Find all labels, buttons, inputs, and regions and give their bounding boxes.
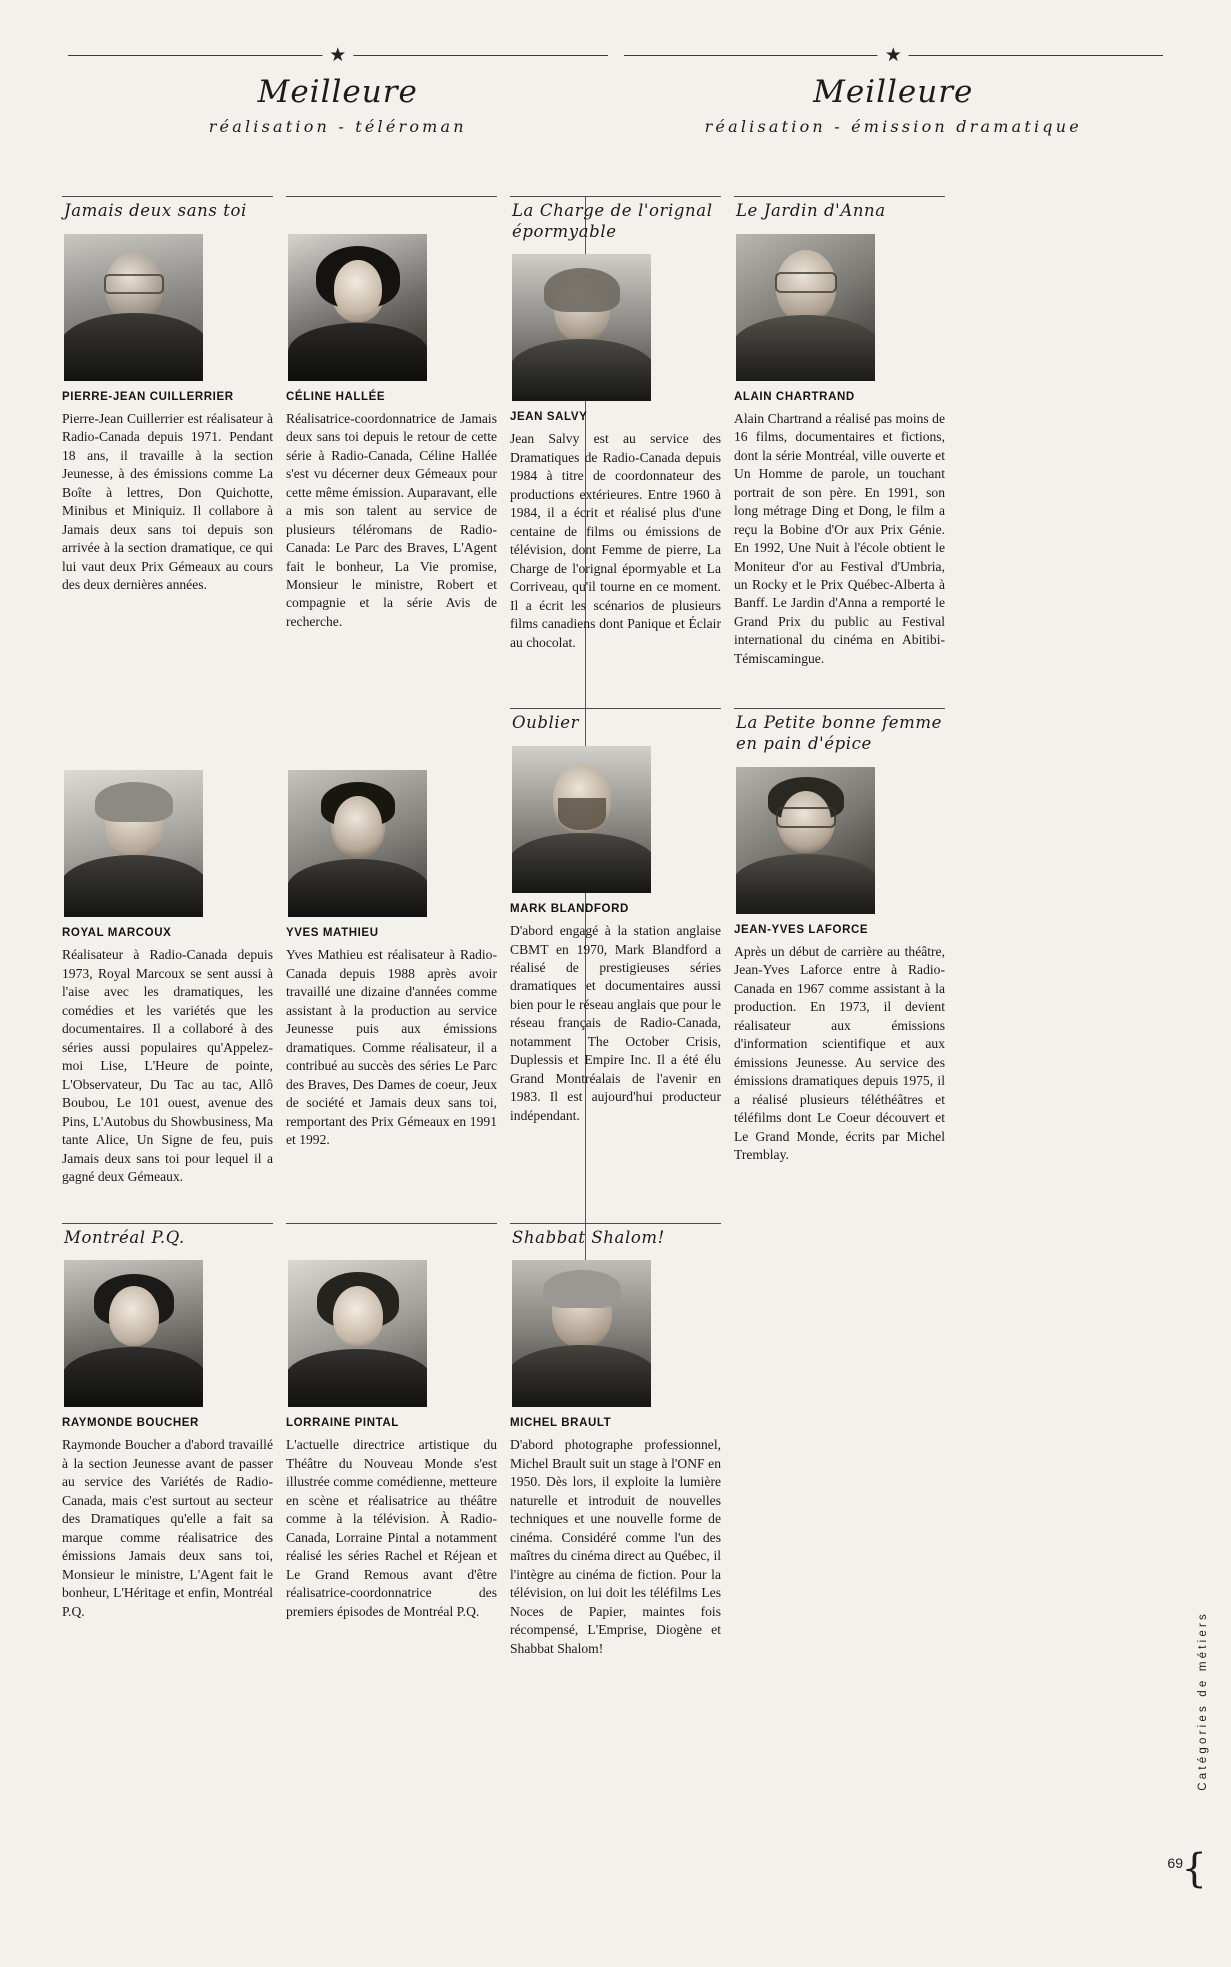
header-subtitle-left: réalisation - téléroman [208,117,467,136]
photo-shoulders [288,323,427,381]
section-la-petite [734,708,945,754]
person-bio: D'abord photographe professionnel, Michel Brault suit un stage à l'ONF en 1950. Dès lors, il exploite la lumière naturelle et introduit de nouvelles techniques et une nouvelle forme de cinéma. Considéré comme l'un des maîtres du cinéma direct au Québec, il l'intègre au cinéma de fiction. Pour la télévision, on lui doit les téléfilms Les Noces de Papier, maintes fois récompensé, L'Emprise, Diogène et Shabbat Shalom! [510,1437,721,1656]
section-title: Shabbat Shalom! [512,1227,665,1247]
section-title: Le Jardin d'Anna [736,201,886,220]
section-title: Oublier [512,713,580,733]
section-title-empty [286,1228,497,1249]
section-jamais-deux-sans-toi [62,196,273,222]
photo-shoulders [736,315,875,381]
section-montreal-pq [62,1223,273,1249]
header-rule-left [60,45,616,66]
photo-shoulders [288,1349,427,1407]
portrait-photo-blandford [512,746,651,893]
photo-shoulders [64,1347,203,1407]
person-name: YVES MATHIEU [286,927,379,940]
column-2b [286,708,497,1186]
photo-shoulders [64,313,203,381]
portrait-photo-boucher [64,1260,203,1407]
glasses-icon [776,807,836,828]
person-bio: Réalisateur à Radio-Canada depuis 1973, Royal Marcoux se sent aussi à l'aise avec les dramatiques, les comédies et les variétés que les documentaires. Il a collaboré à des séries aussi populaires qu'Appelez-moi Lise, L'Heure de pointe, L'Observateur, Du Tac au tac, Allô Boubou, Le 101 ouest, avenue des Pins, L'Autobus du Showbusiness, Ma tante Alice, Un Signe de feu, puis Jamais deux sans toi pour lequel il a gagné deux Gémeaux. [62,947,273,1185]
section-title: Montréal P.Q. [64,1227,185,1247]
portrait-photo-pintal [288,1260,427,1407]
person-name: PIERRE-JEAN CUILLERRIER [62,390,234,403]
star-icon: ★ [322,46,353,65]
portrait-photo-hallee [288,234,427,381]
section-oublier [510,708,721,734]
person-bio: Yves Mathieu est réalisateur à Radio-Canada depuis 1988 après avoir travaillé une dizaine d'années comme assistant à la production au service Jeunesse puis aux émissions dramatiques. Comme réalisateur, il a contribué au succès des séries Le Parc des Braves, Des Dames de coeur, Jeux de société et Jamais deux sans toi, remportant des Prix Gémeaux en 1991 et 1992. [286,947,497,1148]
person-name: ROYAL MARCOUX [62,927,172,940]
row-1 [62,196,1117,668]
person-bio: Pierre-Jean Cuillerrier est réalisateur à Radio-Canada depuis 1971. Pendant 18 ans, il travaille à la section Jeunesse, à des émissions comme La Boîte à lettres, Don Quichotte, Minibus et Miniquiz. Il collabore à Jamais deux sans toi depuis son arrivée à la section dramatique, ce qui lui vaut deux Prix Gémeaux au cours des deux dernières années. [62,410,273,592]
header-left [60,45,616,136]
section-rule [510,196,721,197]
section-spacer-row3 [286,1223,497,1249]
person-bio: Raymonde Boucher a d'abord travaillé à la section Jeunesse avant de passer au service des Variétés de Radio-Canada, mais c'est surtout au secteur des Dramatiques qu'elle a fait sa marque comme réalisatrice des émissions Jamais deux sans toi, Monsieur le ministre, L'Agent fait le bonheur, L'Héritage et enfin, Montréal P.Q. [62,1437,273,1619]
column-3 [510,196,721,668]
section-la-charge [510,196,721,242]
photo-shoulders [64,855,203,917]
photo-shoulders [736,854,875,914]
section-rule [734,708,945,709]
person-name: RAYMONDE BOUCHER [62,1417,199,1430]
section-title: Jamais deux sans toi [64,201,247,220]
person-bio: Réalisatrice-coordonnatrice de Jamais deux sans toi depuis le retour de cette série à Radio-Canada, Céline Hallée s'est vu décerner deux Gémeaux pour cette même émission. Auparavant, elle a mis son talent au service de plusieurs téléromans de Radio-Canada: Le Parc des Braves, L'Agent fait le bonheur, La Vie promise, Monsieur le ministre, Robert et compagnie et la série Avis de recherche. [286,410,497,629]
section-rule [510,708,721,709]
glasses-icon [104,274,164,294]
portrait-photo-laforce [736,767,875,914]
header-subtitle-right: réalisation - émission dramatique [704,117,1082,136]
person-bio: Jean Salvy est au service des Dramatiques de Radio-Canada depuis 1984 à titre de coordonnateur des productions extérieures. Entre 1960 à 1984, il a écrit et réalisé plus d'une centaine de films ou émissions de télévision, dont Femme de pierre, La Charge de l'orignal épormyable et La Corriveau, qu'il tourne en ce moment. Il a écrit les scénarios de plusieurs films canadiens dont Panique et Éclair au chocolat. [510,431,721,650]
photo-face [333,1286,383,1346]
section-rule [62,1223,273,1224]
section-rule [286,196,497,197]
portrait-photo-chartrand [736,234,875,381]
person-name: LORRAINE PINTAL [286,1417,399,1430]
column-3b [510,708,721,1186]
section-shabbat [510,1223,721,1249]
content-area [62,196,1117,1658]
photo-shoulders [512,339,651,401]
glasses-icon [775,272,837,293]
brace-ornament: { [1181,1846,1207,1892]
portrait-photo-salvy [512,254,651,401]
beard-icon [558,798,606,830]
photo-face [334,796,382,854]
portrait-photo-mathieu [288,770,427,917]
person-name: JEAN-YVES LAFORCE [734,923,869,936]
header-title-left: Meilleure [257,74,418,110]
person-name: JEAN SALVY [510,411,588,424]
column-3c [510,1223,721,1658]
person-bio: D'abord engagé à la station anglaise CBMT en 1970, Mark Blandford a réalisé de prestigieuses séries dramatiques et documentaires aussi bien pour le réseau anglais que pour le réseau français de Radio-Canada, notamment The October Crisis, Duplessis et Empire Inc. Il a été élu Grand Montréalais de l'avenir en 1983. Il est aujourd'hui producteur indépendant. [510,923,721,1123]
row-3 [62,1223,1117,1658]
person-name: CÉLINE HALLÉE [286,390,386,403]
column-4b [734,708,945,1186]
header-title-right: Meilleure [813,74,974,110]
portrait-photo-marcoux [64,770,203,917]
person-bio: L'actuelle directrice artistique du Théâtre du Nouveau Monde s'est illustrée comme comédienne, metteure en scène et réalisatrice au théâtre comme à la télévision. À Radio-Canada, Lorraine Pintal a notamment réalisé les séries Rachel et Réjean et Le Grand Remous avant d'être réalisatrice-coordonnatrice des premiers épisodes de Montréal P.Q. [286,1437,497,1619]
page-headers [60,45,1171,136]
section-rule [510,1223,721,1224]
photo-shoulders [512,1345,651,1407]
photo-shoulders [512,833,651,893]
portrait-photo-cuillerrier [64,234,203,381]
header-rule-right [616,45,1172,66]
person-name: MARK BLANDFORD [510,903,629,916]
photo-face [109,1286,159,1346]
photo-shoulders [288,859,427,917]
section-title: La Charge de l'orignal épormyable [512,201,713,241]
photo-face [334,260,382,318]
column-1c [62,1223,273,1658]
section-rule [62,196,273,197]
photo-hair [543,1270,621,1308]
section-spacer-top [286,196,497,222]
portrait-photo-brault [512,1260,651,1407]
person-bio: Après un début de carrière au théâtre, Jean-Yves Laforce entre à Radio-Canada en 1967 comme assistant à la production. En 1973, il devient réalisateur aux émissions d'information scientifique et aux émissions Jeunesse. Au service des émissions dramatiques depuis 1975, il a réalisé plusieurs téléthéâtres et téléfilms dont Le Coeur découvert et Le Grand Monde, écrits par Michel Tremblay. [734,943,945,1162]
page-number: 69 [1167,1855,1183,1871]
photo-hair [95,782,173,822]
person-name: ALAIN CHARTRAND [734,390,855,403]
column-1b [62,708,273,1186]
section-title-empty [286,201,497,222]
section-rule [286,1223,497,1224]
person-name: MICHEL BRAULT [510,1417,612,1430]
photo-hair [544,268,620,312]
star-icon: ★ [878,46,909,65]
column-2 [286,196,497,668]
header-right [616,45,1172,136]
side-category-label: Catégories de métiers [1197,1611,1209,1791]
section-title: La Petite bonne femme en pain d'épice [736,713,942,754]
person-bio: Alain Chartrand a réalisé pas moins de 16 films, documentaires et fictions, dont la série Montréal, ville ouverte et Un Homme de parole, un touchant portrait de son père. En 1991, son long métrage Ding et Dong, le film a reçu la Bobine d'Or aux Prix Génie. En 1992, Une Nuit à l'école obtient le Moniteur d'or au Festival d'Umbria, un Rocky et le Prix Québec-Alberta à Banff. Le Jardin d'Anna a remporté le Grand Prix du public au Festival international du cinéma en Abitibi-Témiscamingue. [734,410,945,666]
column-1 [62,196,273,668]
column-4c [734,1223,945,1658]
row-2 [62,708,1117,1186]
section-rule [734,196,945,197]
section-le-jardin [734,196,945,222]
column-4 [734,196,945,668]
column-2c [286,1223,497,1658]
